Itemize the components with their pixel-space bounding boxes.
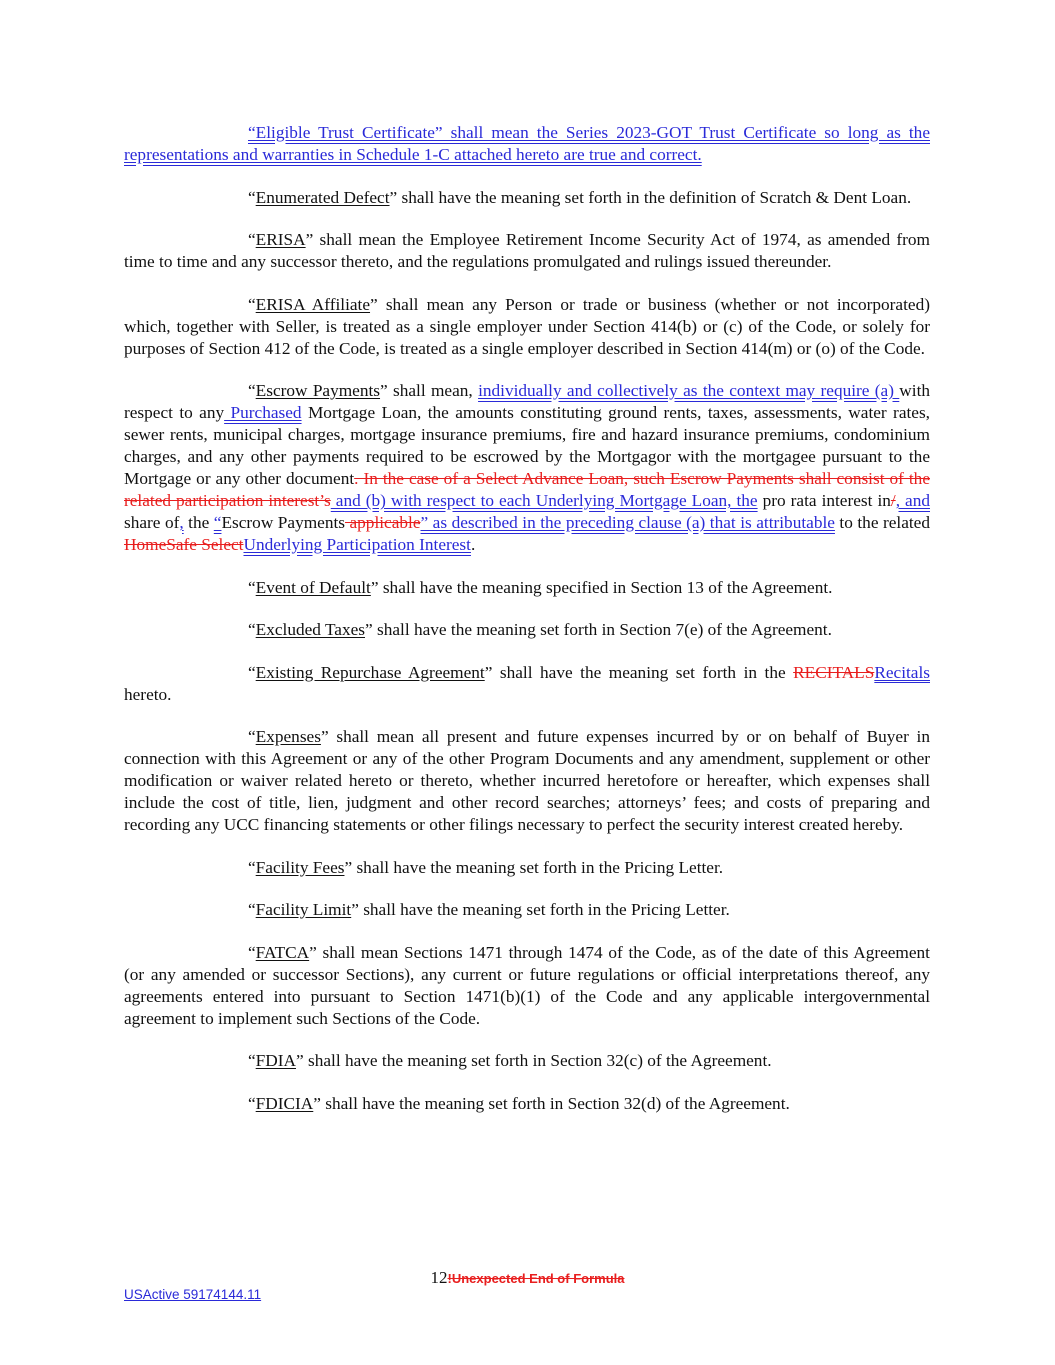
- text-run: ” shall mean all present and future expenses incurred by or on behalf of Buyer in connection with this Agreement or any of the other Program Documents and any amendment, supplement or other modification or waiver related hereto or thereto, whether incurred heretofore or hereafter, which expenses shall include the cost of title, lien, judgment and other record searches; attorneys’ fees; and costs of preparing and recording any UCC financing statements or other filings necessary to perfect the security interest created hereby.: [124, 727, 930, 834]
- definition-fdia: [124, 1050, 930, 1072]
- definition-erisa: [124, 229, 930, 273]
- defined-term: Existing Repurchase Agreement: [255, 662, 485, 682]
- text-run: “: [248, 1093, 256, 1113]
- defined-term: Facility Fees: [255, 857, 345, 877]
- defined-term: Enumerated Defect: [255, 187, 390, 207]
- text-run: “: [248, 294, 256, 314]
- document-body: [124, 122, 930, 1115]
- deleted-text: RECITALS: [793, 662, 875, 682]
- defined-term: Event of Default: [255, 577, 371, 597]
- inserted-text: Recitals: [874, 662, 930, 682]
- inserted-text: and (b) with respect to each Underlying Mortgage Loan, the: [330, 491, 758, 510]
- defined-term: ERISA Affiliate: [255, 294, 371, 314]
- text-run: .: [470, 535, 476, 554]
- text-run: with respect to any: [124, 381, 931, 422]
- text-run: Escrow Payments: [221, 513, 345, 532]
- inserted-text: Underlying Participation Interest: [243, 535, 471, 554]
- text-run: hereto.: [124, 684, 172, 704]
- definition-event-of-default: [124, 577, 930, 599]
- text-run: Mortgage Loan, the amounts constituting ground rents, taxes, assessments, water rates, sewer rents, municipal charges, mortgage insurance premiums, fire and hazard insurance premiums, condominium charges, and any other payments required to be escrowed by the Mortgagor with the mortgagee pursuant to the Mortgage or any other document: [124, 403, 931, 488]
- text-run: to the related: [834, 513, 930, 532]
- text-run: “: [248, 662, 256, 682]
- text-run: ” shall have the meaning set forth in Section 7(e) of the Agreement.: [365, 620, 832, 639]
- text-run: “: [248, 1051, 256, 1070]
- defined-term: Expenses: [255, 727, 321, 746]
- defined-term: FATCA: [255, 942, 310, 962]
- text-run: “: [248, 187, 256, 207]
- inserted-text: individually and collectively as the context may require (a): [478, 381, 900, 400]
- defined-term: Excluded Taxes: [255, 620, 365, 639]
- text-run: “: [248, 620, 256, 639]
- definition-facility-fees: [124, 857, 930, 879]
- text-run: ” shall have the meaning set forth in Section 32(d) of the Agreement.: [313, 1093, 790, 1113]
- inserted-text: ” as described in the preceding clause (a) that is attributable: [420, 513, 835, 532]
- inserted-text: ,: [179, 513, 184, 532]
- text-run: ” shall have the meaning set forth in Section 32(c) of the Agreement.: [296, 1051, 772, 1070]
- inserted-text: , and: [895, 491, 930, 510]
- page-footer: [0, 1268, 1055, 1288]
- text-run: the: [183, 513, 214, 532]
- defined-term: ERISA: [255, 230, 306, 249]
- text-run: “: [248, 577, 256, 597]
- definition-expenses: [124, 726, 930, 836]
- text-run: pro rata interest in: [757, 491, 891, 510]
- defined-term: Escrow Payments: [255, 381, 381, 400]
- defined-term: Facility Limit: [255, 900, 352, 919]
- text-run: ” shall have the meaning set forth in the definition of Scratch & Dent Loan.: [389, 187, 912, 207]
- inserted-text: Purchased: [224, 403, 302, 422]
- deleted-text: /: [890, 491, 896, 510]
- text-run: ” shall mean any Person or trade or business (whether or not incorporated) which, together with Seller, is treated as a single employer under Section 414(b) or (c) of the Code, or solely for purposes of Section 412 of the Code, is treated as a single employer described in Section 414(m) or (o) of the Code.: [124, 294, 930, 358]
- text-run: ” shall have the meaning set forth in the Pricing Letter.: [344, 857, 724, 877]
- definition-fatca: [124, 942, 930, 1030]
- definition-erisa-affiliate: [124, 294, 930, 360]
- page-number: 12: [430, 1268, 448, 1287]
- text-run: “: [248, 381, 256, 400]
- text-run: “: [248, 230, 256, 249]
- definition-eligible-trust-certificate: [124, 122, 930, 166]
- definition-excluded-taxes: [124, 619, 930, 641]
- deleted-text: HomeSafe Select: [124, 535, 244, 554]
- definition-escrow-payments: [124, 380, 930, 556]
- inserted-text: “Eligible Trust Certificate” shall mean the Series 2023-GOT Trust Certificate so long as the representations and warranties in Schedule 1-C attached hereto are true and correct.: [124, 123, 930, 164]
- text-run: ” shall have the meaning set forth in the Pricing Letter.: [351, 900, 730, 919]
- defined-term: FDICIA: [255, 1093, 314, 1113]
- text-run: “: [248, 727, 256, 746]
- definition-facility-limit: [124, 899, 930, 921]
- text-run: “: [248, 942, 256, 962]
- text-run: share of: [124, 513, 180, 532]
- definition-existing-repurchase-agreement: [124, 662, 930, 706]
- definition-fdicia: [124, 1093, 930, 1115]
- document-id-link[interactable]: USActive 59174144.11: [124, 1287, 262, 1302]
- field-error-deleted: !Unexpected End of Formula: [447, 1271, 625, 1286]
- text-run: ” shall have the meaning set forth in the: [484, 662, 794, 682]
- text-run: ” shall mean,: [380, 381, 479, 400]
- text-run: ” shall mean the Employee Retirement Income Security Act of 1974, as amended from time to time and any successor thereto, and the regulations promulgated and rulings issued thereunder.: [124, 230, 930, 271]
- text-run: ” shall mean Sections 1471 through 1474 of the Code, as of the date of this Agreement (or any amended or successor Sections), any current or future regulations or official interpretations thereof, any agreements entered into pursuant to Section 1471(b)(1) of the Code and any applicable intergovernmental agreement to implement such Sections of the Code.: [124, 942, 930, 1028]
- deleted-text: . In the case of a Select Advance Loan, such Escrow Payments shall consist of the related participation interest’s: [124, 469, 930, 510]
- defined-term: FDIA: [255, 1051, 296, 1070]
- text-run: “: [248, 857, 256, 877]
- definition-enumerated-defect: [124, 187, 930, 209]
- deleted-text: applicable: [345, 513, 421, 532]
- text-run: “: [248, 900, 256, 919]
- text-run: ” shall have the meaning specified in Section 13 of the Agreement.: [370, 577, 833, 597]
- inserted-text: “: [213, 513, 222, 532]
